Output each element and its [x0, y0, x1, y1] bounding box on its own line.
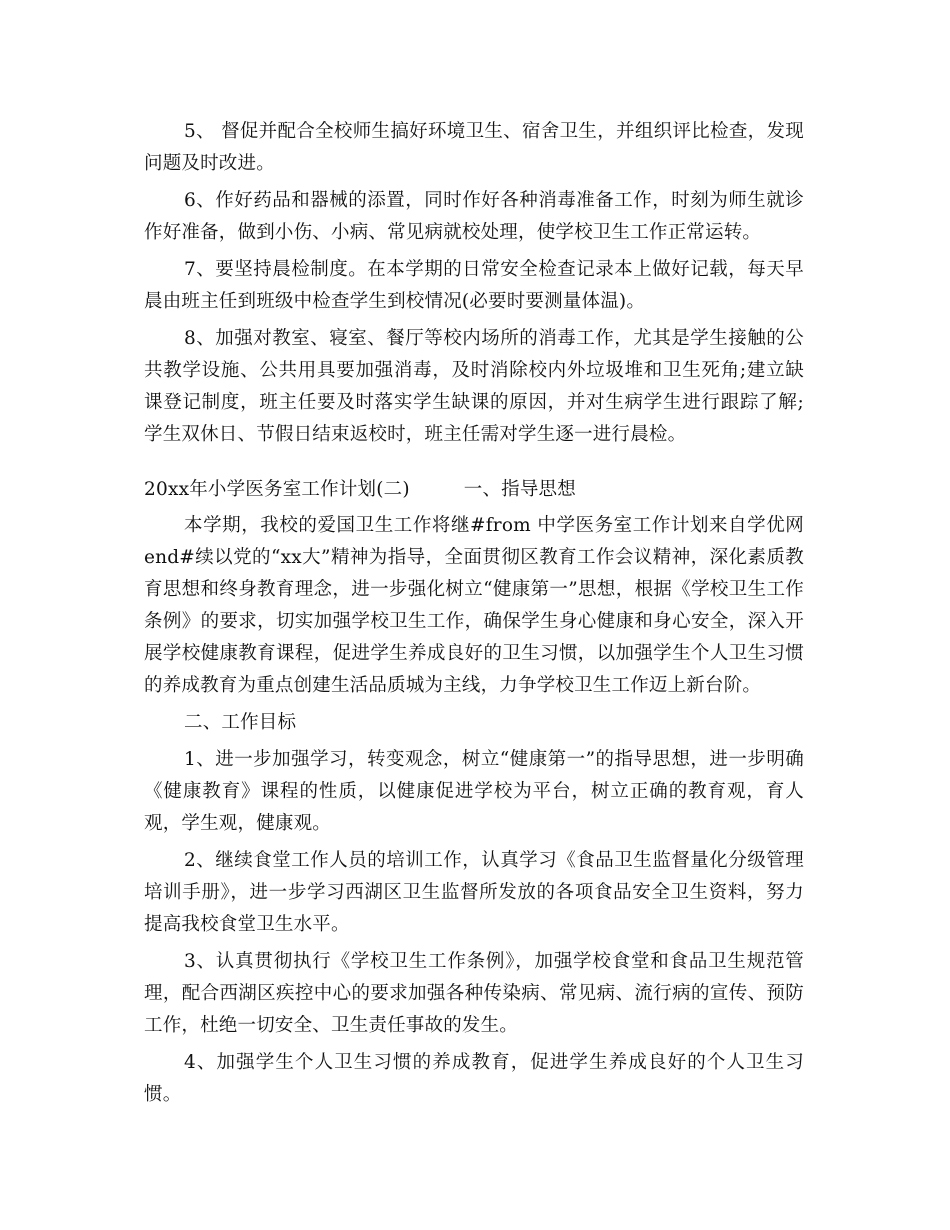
paragraph-goal-4: 4、加强学生个人卫生习惯的养成教育，促进学生养成良好的个人卫生习惯。: [144, 1052, 804, 1105]
paragraph-item-6: 6、作好药品和器械的添置，同时作好各种消毒准备工作，时刻为师生就诊作好准备，做到小伤、小病、常见病就校处理，使学校卫生工作正常运转。: [144, 190, 804, 243]
paragraph-goal-2: 2、继续食堂工作人员的培训工作，认真学习《食品卫生监督量化分级管理培训手册》，进一步学习西湖区卫生监督所发放的各项食品安全卫生资料，努力提高我校食堂卫生水平。: [144, 850, 804, 935]
section-2-title: 20xx年小学医务室工作计划(二): [144, 479, 410, 500]
paragraph-goal-3: 3、认真贯彻执行《学校卫生工作条例》，加强学校食堂和食品卫生规范管理，配合西湖区疾控中心的要求加强各种传染病、常见病、流行病的宣传、预防工作，杜绝一切安全、卫生责任事故的发生。: [144, 951, 804, 1036]
paragraph-item-8: 8、加强对教室、寝室、餐厅等校内场所的消毒工作，尤其是学生接触的公共教学设施、公共用具要加强消毒，及时消除校内外垃圾堆和卫生死角;建立缺课登记制度，班主任要及时落实学生缺课的原因，并对生病学生进行跟踪了解;学生双休日、节假日结束返校时，班主任需对学生逐一进行晨检。: [144, 328, 804, 445]
heading-work-goals: 二、工作目标: [184, 712, 297, 733]
paragraph-item-5: 5、 督促并配合全校师生搞好环境卫生、宿舍卫生，并组织评比检查，发现问题及时改进。: [144, 121, 804, 174]
paragraph-goal-1: 1、进一步加强学习，转变观念，树立“健康第一”的指导思想，进一步明确《健康教育》课程的性质，以健康促进学校为平台，树立正确的教育观，育人观，学生观，健康观。: [144, 749, 804, 834]
section-2-heading: [144, 474, 804, 506]
paragraph-guiding-thought: 本学期，我校的爱国卫生工作将继#from 中学医务室工作计划来自学优网 end#续以党的“xx大”精神为指导，全面贯彻区教育工作会议精神，深化素质教育思想和终身教育理念，进一步强化树立“健康第一”思想，根据《学校卫生工作条例》的要求，切实加强学校卫生工作，确保学生身心健康和身心安全，深入开展学校健康教育课程，促进学生养成良好的卫生习惯，以加强学生个人卫生习惯的养成教育为重点创建生活品质城为主线，力争学校卫生工作迈上新台阶。: [144, 515, 804, 696]
section-2-body: [144, 510, 804, 1111]
section-1-body: [144, 116, 804, 451]
section-2-subtitle: 一、指导思想: [463, 479, 576, 500]
paragraph-item-7: 7、要坚持晨检制度。在本学期的日常安全检查记录本上做好记载，每天早晨由班主任到班级中检查学生到校情况(必要时要测量体温)。: [144, 259, 804, 312]
